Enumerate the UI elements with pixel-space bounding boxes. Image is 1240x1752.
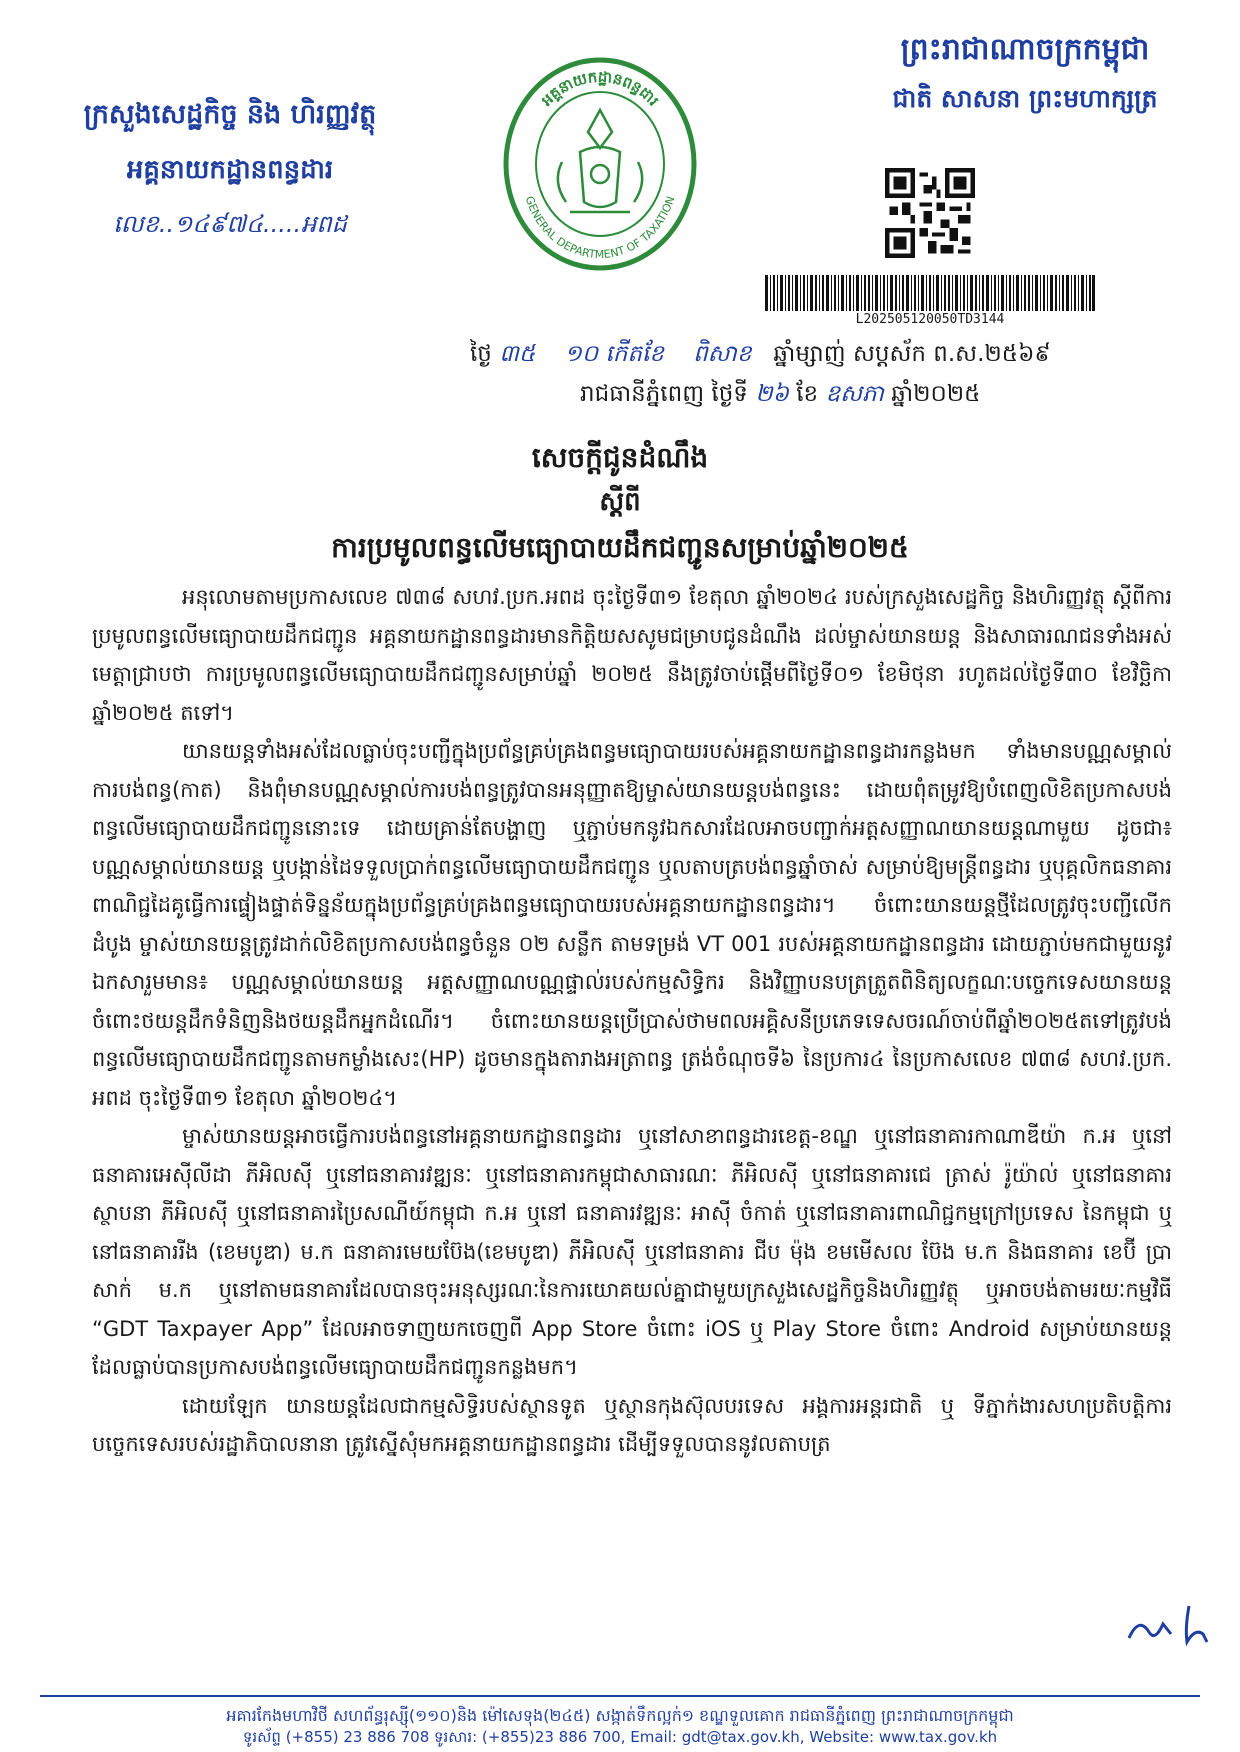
notice-subtitle-about: ស្តីពី (599, 487, 641, 517)
lunar-date-suffix: ឆ្នាំម្សាញ់ សប្តស័ក ព.ស.២៥៦៩ (773, 341, 1051, 367)
solar-date-month: ឧសភា (825, 381, 884, 407)
footer-divider (40, 1695, 1200, 1697)
qr-code-icon (885, 168, 975, 258)
seal-top-text: អគ្គនាយកដ្ឋានពន្ធដារ (537, 67, 663, 110)
national-motto: ជាតិ សាសនា ព្រះមហាក្សត្រ (892, 84, 1158, 113)
ministry-name: ក្រសួងសេដ្ឋកិច្ច និង ហិរញ្ញវត្ថុ (83, 99, 377, 130)
kingdom-block (860, 30, 1190, 120)
paragraph: ដោយឡែក យានយន្តដែលជាកម្មសិទ្ធិរបស់ស្ថានទូត ឬស្ថានកុងស៊ុលបរទេស អង្គការអន្តរជាតិ ឬ ទីភ្នាក់ងារសហប្រតិបត្តិការបច្ចេកទេសរបស់រដ្ឋាភិបាលនានា ត្រូវស្នើសុំមកអគ្គនាយកដ្ឋានពន្ធដារ ដើម្បីទទួលបាននូវលតាបត្រ (92, 1393, 1172, 1456)
notice-subject: ការប្រមូលពន្ធលើមធ្យោបាយដឹកជញ្ជូនសម្រាប់ឆ្នាំ២០២៥ (331, 531, 909, 564)
solar-date-day: ២៦ (755, 381, 789, 407)
solar-date-suffix: ឆ្នាំ២០២៥ (891, 381, 981, 407)
signature-initials-icon (1125, 1598, 1225, 1648)
reference-number: លេខ..១៤៩៧៤.....អពដ (113, 210, 347, 238)
notice-body (92, 578, 1172, 1464)
footer-address: អគារកែងមហាវិថី សហព័ន្ធរុស្ស៊ី(១១០)និង ម៉ៅសេទុង(២៤៥) សង្កាត់ទឹកល្អក់១ ខណ្ឌទួលគោក រាជធានីភ្នំពេញ ព្រះរាជាណាចក្រកម្ពុជា (226, 1706, 1014, 1725)
paragraph: ម្ចាស់យានយន្តអាចធ្វើការបង់ពន្ធនៅអគ្គនាយកដ្ឋានពន្ធដារ ឬនៅសាខាពន្ធដារខេត្ត-ខណ្ឌ ឬនៅធនាគារកាណាឌីយ៉ា ក.អ ឬនៅធនាគារអេស៊ីលីដា ភីអិលស៊ី ឬនៅធនាគារវឌ្ឍនៈ ឬនៅធនាគារកម្ពុជាសាធារណៈ ភីអិលស៊ី ឬនៅធនាគារជេ ត្រាស់ រ៉ូយ៉ាល់ ឬនៅធនាគារស្ថាបនា ភីអិលស៊ី ឬនៅធនាគារប្រៃសណីយ៍កម្ពុជា ក.អ ឬនៅ ធនាគារវឌ្ឍនៈ អាស៊ី ចំកាត់ ឬនៅធនាគារពាណិជ្ជកម្មក្រៅប្រទេស នៃកម្ពុជា ឬនៅធនាគាររីង (ខេមបូឌា) ម.ក ធនាគារមេយប៊ែង(ខេមបូឌា) ភីអិលស៊ី ឬនៅធនាគារ ជីប ម៉ុង ខមមើសល ប៊ែង ម.ក និងធនាគារ ខេប៊ី ប្រាសាក់ ម.ក ឬនៅតាមធនាគារដែលបានចុះអនុស្សរណៈនៃការយោគយល់គ្នាជាមួយក្រសួងសេដ្ឋកិច្ចនិងហិរញ្ញវត្ថុ ឬអាចបង់តាមរយៈកម្មវិធី “GDT Taxpayer App” ដែលអាចទាញយកចេញពី App Store ចំពោះ iOS ឬ Play Store ចំពោះ Android សម្រាប់យានយន្តដែលធ្លាប់បានប្រកាសបង់ពន្ធលើមធ្យោបាយដឹកជញ្ជូនកន្លងមក។ (92, 1124, 1172, 1379)
lunar-date-month-prefix: កើតខែ (605, 341, 664, 367)
gdt-seal-icon (500, 52, 700, 272)
lunar-date-day: ៣៥ (499, 341, 536, 367)
lunar-date-prefix: ថ្ងៃ (470, 341, 492, 367)
footer-contact: ទូរស័ព្ទ (+855) 23 886 708 ទូរសារ: (+855)23 886 700, Email: gdt@tax.gov.kh, Website: www.tax.gov.kh (242, 1728, 998, 1746)
solar-date-month-prefix: ខែ (796, 381, 819, 407)
sender-block (40, 98, 420, 244)
paragraph: យានយន្តទាំងអស់ដែលធ្លាប់ចុះបញ្ជីក្នុងប្រព័ន្ធគ្រប់គ្រងពន្ធមធ្យោបាយរបស់អគ្គនាយកដ្ឋានពន្ធដារកន្លងមក ទាំងមានបណ្ណសម្គាល់ការបង់ពន្ធ(កាត) និងពុំមានបណ្ណសម្គាល់ការបង់ពន្ធត្រូវបានអនុញ្ញាតឱ្យម្ចាស់យានយន្តបង់ពន្ធនេះ ដោយពុំតម្រូវឱ្យបំពេញលិខិតប្រកាសបង់ពន្ធលើមធ្យោបាយដឹកជញ្ជូននោះទេ ដោយគ្រាន់តែបង្ហាញ ឬភ្ជាប់មកនូវឯកសារដែលអាចបញ្ជាក់អត្តសញ្ញាណយានយន្តណាមួយ ដូចជា៖ បណ្ណសម្គាល់យានយន្ត ឬបង្កាន់ដៃទទួលប្រាក់ពន្ធលើមធ្យោបាយដឹកជញ្ជូន ឬលតាបត្របង់ពន្ធឆ្នាំចាស់ សម្រាប់ឱ្យមន្ត្រីពន្ធដារ ឬបុគ្គលិកធនាគារពាណិជ្ជដៃគូធ្វើការផ្ទៀងផ្ទាត់ទិន្នន័យក្នុងប្រព័ន្ធគ្រប់គ្រងពន្ធមធ្យោបាយរបស់អគ្គនាយកដ្ឋានពន្ធដារ។ ចំពោះយានយន្តថ្មីដែលត្រូវចុះបញ្ជីលើកដំបូង ម្ចាស់យានយន្តត្រូវដាក់លិខិតប្រកាសបង់ពន្ធចំនួន ០២ សន្លឹក តាមទម្រង់ VT 001 របស់អគ្គនាយកដ្ឋានពន្ធដារ ដោយភ្ជាប់មកជាមួយនូវឯកសារួមមាន៖ បណ្ណសម្គាល់យានយន្ត អត្តសញ្ញាណបណ្ណផ្ទាល់របស់កម្មសិទ្ធិករ និងវិញ្ញាបនបត្រត្រួតពិនិត្យលក្ខណៈបច្ចេកទេសយានយន្តចំពោះថយន្តដឹកទំនិញនិងថយន្តដឹកអ្នកដំណើរ។ ចំពោះយានយន្តប្រើប្រាស់ថាមពលអគ្គិសនីប្រភេទទេសចរណ៍ចាប់ពីឆ្នាំ២០២៥តទៅត្រូវបង់ពន្ធលើមធ្យោបាយដឹកជញ្ជូនតាមកម្លាំងសេះ(HP) ដូចមានក្នុងតារាងអត្រាពន្ធ ត្រង់ចំណុចទី៦ នៃប្រការ៤ នៃប្រកាសលេខ ៧៣៨ សហវ.ប្រក. អពដ ចុះថ្ងៃទី៣១ ខែតុលា ឆ្នាំ២០២៤។ (92, 739, 1172, 1110)
solar-date (580, 380, 1190, 413)
department-name: អគ្គនាយកដ្ឋានពន្ធដារ (126, 155, 334, 185)
lunar-date (470, 340, 1190, 373)
paragraph: អនុលោមតាមប្រកាសលេខ ៧៣៨ សហវ.ប្រក.អពដ ចុះថ្ងៃទី៣១ ខែតុលា ឆ្នាំ២០២៤ របស់ក្រសួងសេដ្ឋកិច្ច និងហិរញ្ញវត្ថុ ស្តីពីការប្រមូលពន្ធលើមធ្យោបាយដឹកជញ្ជូន អគ្គនាយកដ្ឋានពន្ធដារមានកិត្តិយសសូមជម្រាបជូនដំណឹង ដល់ម្ចាស់យានយន្ត និងសាធារណជនទាំងអស់មេត្តាជ្រាបថា ការប្រមូលពន្ធលើមធ្យោបាយដឹកជញ្ជូនសម្រាប់ឆ្នាំ ២០២៥ នឹងត្រូវចាប់ផ្តើមពីថ្ងៃទី០១ ខែមិថុនា រហូតដល់ថ្ងៃទី៣០ ខែវិច្ឆិកា ឆ្នាំ២០២៥ តទៅ។ (92, 585, 1172, 725)
barcode-icon (765, 275, 1095, 311)
notice-title: សេចក្តីជូនដំណឹង (531, 441, 709, 474)
kingdom-name: ព្រះរាជាណាចក្រកម្ពុជា (900, 32, 1150, 67)
lunar-date-number: ១០ (564, 341, 599, 367)
lunar-date-month: ពិសាខ (693, 341, 752, 367)
barcode-number: L202505120050TD3144 (855, 312, 1005, 327)
solar-date-prefix: រាជធានីភ្នំពេញ ថ្ងៃទី (580, 381, 748, 407)
seal-bottom-text: GENERAL DEPARTMENT OF TAXATION (522, 194, 678, 262)
